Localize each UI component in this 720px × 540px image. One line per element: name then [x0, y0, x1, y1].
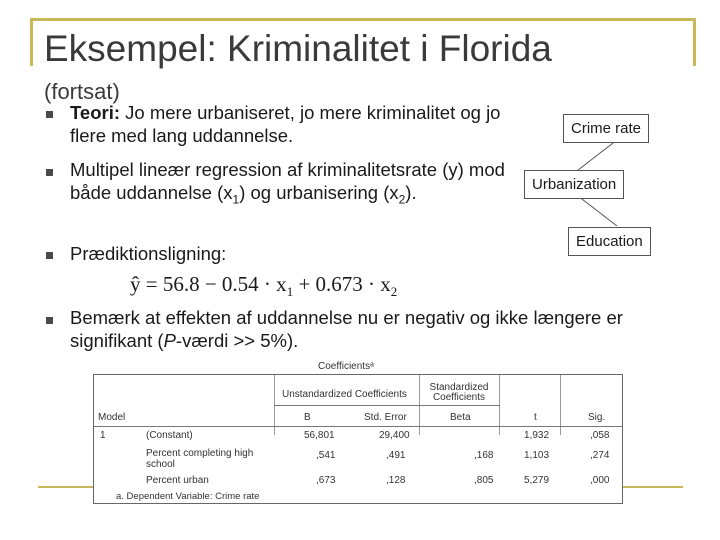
- equation-sub-1: 1: [286, 284, 294, 300]
- equation-part-2: + 0.673 · x: [293, 272, 391, 296]
- note-text-1: Bemærk at effekten af uddannelse nu er negativ og ikke længere er signifikant (: [70, 307, 623, 351]
- theory-label: Teori:: [70, 102, 121, 123]
- slide-subtitle: (fortsat): [44, 79, 120, 104]
- subscript-2: 2: [398, 192, 406, 207]
- row-se: 29,400: [379, 430, 410, 441]
- header-unstandardized: Unstandardized Coefficients: [282, 389, 407, 400]
- theory-text: Jo mere urbaniseret, jo mere kriminalitet og jo flere med lang uddannelse.: [70, 102, 501, 146]
- slide-title: Eksempel: Kriminalitet i Florida: [44, 28, 552, 69]
- row-se: ,128: [386, 475, 406, 486]
- row-b: 56,801: [304, 430, 335, 441]
- row-t: 1,932: [524, 430, 550, 441]
- regression-text-2: ) og urbanisering (x: [239, 182, 399, 203]
- model-number: 1: [100, 430, 106, 441]
- equation-sub-2: 2: [390, 284, 398, 300]
- header-model: Model: [98, 412, 126, 423]
- header-t: t: [534, 412, 537, 423]
- row-sig: ,000: [590, 475, 610, 486]
- row-t: 1,103: [524, 450, 550, 461]
- row-name: (Constant): [146, 430, 193, 441]
- note-italic: P: [163, 330, 176, 351]
- row-name: Percent completing high school: [146, 448, 254, 470]
- row-b: ,673: [316, 475, 336, 486]
- node-crime-rate: Crime rate: [563, 114, 649, 143]
- row-t: 5,279: [524, 475, 550, 486]
- table-caption: Coefficientsᵃ: [318, 361, 374, 372]
- bullet-prediction: Prædiktionsligning:: [70, 243, 227, 264]
- header-standardized: Standardized Coefficients: [429, 382, 489, 403]
- header-std-error: Std. Error: [364, 412, 407, 423]
- header-sig: Sig.: [588, 412, 606, 423]
- header-b: B: [304, 412, 311, 423]
- row-se: ,491: [386, 450, 406, 461]
- node-urbanization: Urbanization: [524, 170, 624, 199]
- row-name: Percent urban: [146, 475, 209, 486]
- node-education: Education: [568, 227, 651, 256]
- equation-part-1: ŷ = 56.8 − 0.54 · x: [130, 272, 287, 296]
- table-footnote: a. Dependent Variable: Crime rate: [116, 491, 260, 502]
- header-beta: Beta: [450, 412, 471, 423]
- row-sig: ,058: [590, 430, 610, 441]
- coefficients-table: [93, 374, 623, 504]
- regression-text-3: ).: [405, 182, 417, 203]
- row-beta: ,168: [474, 450, 494, 461]
- row-b: ,541: [316, 450, 336, 461]
- row-beta: ,805: [474, 475, 494, 486]
- note-text-2: -værdi >> 5%).: [175, 330, 299, 351]
- regression-text-1: Multipel lineær regression af kriminalitetsrate (y) mod både uddannelse (x: [70, 159, 505, 203]
- subscript-1: 1: [232, 192, 240, 207]
- row-sig: ,274: [590, 450, 610, 461]
